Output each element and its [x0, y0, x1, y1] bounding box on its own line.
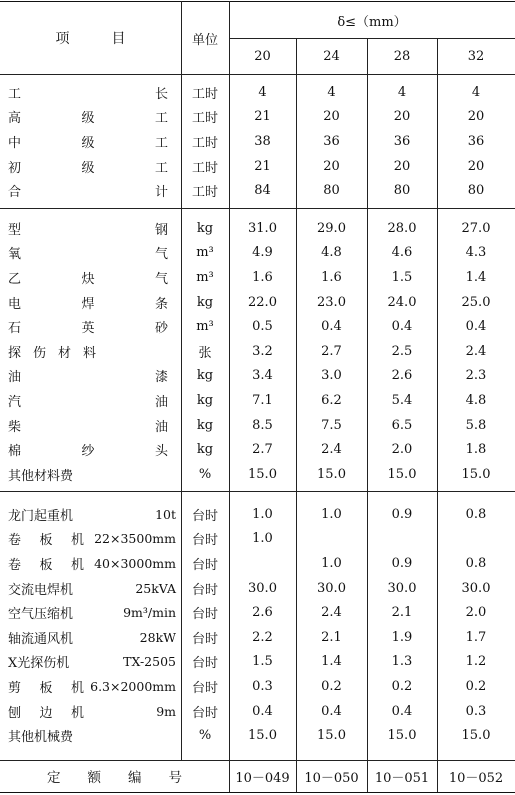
item-name [8, 241, 168, 266]
item-name [8, 80, 168, 105]
value-cell [296, 527, 367, 552]
item-name-char: 工 [154, 160, 168, 176]
item-name-char: 头 [154, 444, 168, 460]
value-cell: 4.8 [465, 392, 487, 408]
value-cell: 36 [393, 133, 411, 149]
value-cell: 30.0 [317, 580, 346, 596]
item-name-char: 电 [8, 296, 22, 312]
spec-cell: 9m³/min [123, 605, 176, 621]
item-name: 其他机械费 [8, 730, 74, 746]
value-cell: 0.2 [391, 678, 413, 694]
column-divider [181, 1, 182, 760]
value-cell: 3.0 [321, 368, 342, 384]
value-cell: 36 [467, 133, 485, 149]
item-name-char: 机 [70, 680, 84, 696]
value-cell: 0.5 [252, 319, 273, 335]
item-name-char: 油 [154, 419, 168, 435]
item-name [8, 216, 168, 241]
item-name-char: 中 [8, 135, 22, 151]
value-cell: 0.3 [252, 678, 273, 694]
value-cell: 36 [323, 133, 340, 149]
value-cell: 1.3 [391, 654, 413, 670]
value-cell: 38 [254, 133, 271, 149]
item-name-char: 合 [8, 185, 22, 201]
item-name-char: 油 [154, 394, 168, 410]
value-cell: 1.6 [321, 269, 342, 285]
row-divider [0, 1, 515, 2]
quota-code-label: 定 额 编 号 [47, 770, 182, 786]
value-cell: 1.5 [391, 269, 413, 285]
item-name-char: 石 [8, 321, 22, 337]
item-name-char: 柴 [8, 419, 22, 435]
value-cell: 1.4 [321, 654, 342, 670]
item-name [8, 129, 168, 154]
value-cell: 21 [254, 158, 271, 174]
value-cell: 2.3 [465, 368, 487, 384]
unit-cell: 张 [198, 345, 212, 361]
value-cell: 15.0 [387, 466, 417, 482]
unit-cell: 工时 [191, 185, 218, 201]
item-name-char: 油 [8, 370, 22, 386]
item-name-char: 工 [8, 86, 22, 102]
value-cell: 1.0 [321, 506, 342, 522]
item-name-char: 初 [8, 160, 22, 176]
value-cell: 1.8 [465, 442, 487, 458]
item-name [8, 314, 168, 339]
item-name: X光探伤机 [8, 656, 70, 672]
item-name-char: 炔 [81, 271, 95, 287]
item-name-char: 砂 [154, 321, 168, 337]
unit-cell: m³ [196, 319, 214, 335]
value-cell: 15.0 [248, 466, 277, 482]
item-name-char: 氧 [8, 247, 22, 263]
spec-cell: 6.3×2000mm [90, 678, 176, 694]
value-cell: 1.0 [252, 506, 273, 522]
value-cell: 80 [467, 183, 485, 199]
item-name [8, 388, 168, 413]
value-cell: 80 [323, 183, 340, 199]
value-cell: 2.4 [465, 343, 487, 359]
row-divider [229, 38, 515, 39]
value-cell: 4 [258, 84, 267, 100]
value-cell: 3.2 [252, 343, 273, 359]
item-name [8, 178, 168, 203]
item-name: 龙门起重机 [8, 508, 74, 524]
item-name-char: 板 [39, 533, 53, 549]
value-cell: 6.5 [391, 417, 413, 433]
value-cell: 2.4 [321, 605, 342, 621]
item-name-char: 机 [70, 705, 84, 721]
value-cell: 2.2 [252, 629, 273, 645]
item-name-char: 刨 [8, 705, 22, 721]
value-cell: 1.6 [252, 269, 273, 285]
item-name-char: 气 [154, 247, 168, 263]
unit-cell: kg [196, 442, 214, 458]
value-cell: 15.0 [317, 466, 346, 482]
column-divider [229, 1, 230, 792]
quota-code: 10－052 [448, 770, 504, 786]
value-cell: 24.0 [387, 294, 417, 310]
unit-header: 单位 [191, 32, 218, 48]
item-name-char: 工 [154, 135, 168, 151]
value-cell: 0.2 [321, 678, 342, 694]
unit-cell: 台时 [191, 680, 218, 696]
item-name [8, 437, 168, 462]
unit-cell: 台时 [191, 631, 218, 647]
value-cell: 31.0 [248, 220, 277, 236]
item-name [8, 699, 84, 724]
column-header-20: 20 [254, 48, 271, 64]
item-name [8, 339, 96, 364]
value-cell: 2.0 [465, 605, 487, 621]
value-cell: 80 [393, 183, 411, 199]
value-cell: 20 [467, 158, 485, 174]
item-name-char: 纱 [81, 444, 95, 460]
unit-cell: kg [196, 220, 214, 236]
item-name-char: 钢 [154, 222, 168, 238]
value-cell: 20 [323, 109, 340, 125]
unit-cell: 台时 [191, 705, 218, 721]
item-name-char: 型 [8, 222, 22, 238]
item-name-char: 条 [154, 296, 168, 312]
item-name-char: 工 [154, 111, 168, 127]
item-name [8, 290, 168, 315]
value-cell: 4.8 [321, 245, 342, 261]
item-name: 空气压缩机 [8, 607, 74, 623]
item-name-char: 材 [57, 345, 71, 361]
unit-cell: 工时 [191, 160, 218, 176]
unit-cell: kg [196, 392, 214, 408]
value-cell: 0.4 [391, 703, 413, 719]
unit-cell: 工时 [191, 111, 218, 127]
value-cell: 5.8 [465, 417, 487, 433]
value-cell: 0.4 [321, 319, 342, 335]
value-cell: 23.0 [317, 294, 346, 310]
value-cell: 0.9 [391, 506, 413, 522]
value-cell: 25.0 [461, 294, 491, 310]
item-name-char: 级 [81, 111, 95, 127]
value-cell: 1.4 [465, 269, 487, 285]
unit-cell: m³ [196, 269, 214, 285]
value-cell: 0.4 [391, 319, 413, 335]
column-divider [296, 38, 297, 792]
quota-code: 10－050 [304, 770, 359, 786]
value-cell: 1.2 [465, 654, 487, 670]
item-name [8, 265, 168, 290]
value-cell: 0.4 [465, 319, 487, 335]
column-header-28: 28 [393, 48, 411, 64]
spec-cell: 40×3000mm [94, 555, 176, 571]
item-name-char: 棉 [8, 444, 22, 460]
value-cell: 3.4 [252, 368, 273, 384]
item-name-char: 卷 [8, 557, 22, 573]
value-cell: 4.6 [391, 245, 413, 261]
value-cell: 2.7 [321, 343, 342, 359]
unit-cell: 台时 [191, 533, 218, 549]
value-cell: 8.5 [252, 417, 273, 433]
value-cell: 15.0 [248, 728, 277, 744]
value-cell: 2.0 [391, 442, 413, 458]
item-name-char: 板 [39, 680, 53, 696]
value-cell: 0.4 [321, 703, 342, 719]
value-cell: 28.0 [387, 220, 417, 236]
unit-cell: % [198, 466, 212, 482]
value-cell: 20 [467, 109, 485, 125]
value-cell: 0.3 [465, 703, 487, 719]
item-name-char: 探 [8, 345, 22, 361]
item-name: 交流电焊机 [8, 582, 74, 598]
value-cell: 30.0 [461, 580, 491, 596]
unit-cell: 工时 [191, 135, 218, 151]
column-header-24: 24 [323, 48, 340, 64]
value-cell: 2.6 [252, 605, 273, 621]
spec-cell: 22×3500mm [94, 531, 176, 547]
row-divider [0, 792, 515, 793]
value-cell: 4 [397, 84, 407, 100]
value-cell: 30.0 [387, 580, 417, 596]
value-cell: 2.1 [321, 629, 342, 645]
delta-header: δ≤（mm） [337, 14, 407, 30]
value-cell: 15.0 [387, 728, 417, 744]
value-cell: 21 [254, 109, 271, 125]
column-divider [437, 38, 438, 792]
item-name-char: 剪 [8, 680, 22, 696]
value-cell: 4.3 [465, 245, 487, 261]
item-name [8, 154, 168, 179]
unit-cell: kg [196, 417, 214, 433]
item-name-char: 高 [8, 111, 22, 127]
value-cell: 1.9 [391, 629, 413, 645]
unit-cell: m³ [196, 245, 214, 261]
value-cell: 4 [327, 84, 336, 100]
unit-cell: 工时 [191, 86, 218, 102]
item-header: 项 目 [55, 31, 126, 47]
value-cell: 0.9 [391, 555, 413, 571]
value-cell: 20 [323, 158, 340, 174]
item-name [8, 105, 168, 130]
value-cell: 2.1 [391, 605, 413, 621]
value-cell: 1.5 [252, 654, 273, 670]
spec-cell: 25kVA [135, 580, 176, 596]
column-divider [367, 38, 368, 792]
unit-cell: kg [196, 294, 214, 310]
value-cell: 6.2 [321, 392, 342, 408]
value-cell: 22.0 [248, 294, 277, 310]
value-cell: 0.2 [465, 678, 487, 694]
value-cell: 1.7 [465, 629, 487, 645]
value-cell: 5.4 [391, 392, 413, 408]
value-cell: 30.0 [248, 580, 277, 596]
value-cell: 20 [393, 158, 411, 174]
value-cell: 0.8 [465, 555, 487, 571]
value-cell [437, 527, 515, 552]
item-name-char: 板 [39, 557, 53, 573]
unit-cell: 台时 [191, 656, 218, 672]
value-cell [229, 551, 296, 576]
value-cell: 20 [393, 109, 411, 125]
value-cell: 29.0 [317, 220, 346, 236]
item-name [8, 674, 84, 699]
item-name-char: 卷 [8, 533, 22, 549]
item-name-char: 级 [81, 135, 95, 151]
value-cell: 15.0 [317, 728, 346, 744]
value-cell: 0.4 [252, 703, 273, 719]
value-cell: 27.0 [461, 220, 491, 236]
value-cell: 2.5 [391, 343, 413, 359]
column-header-32: 32 [467, 48, 485, 64]
unit-cell: 台时 [191, 557, 218, 573]
item-name-char: 级 [81, 160, 95, 176]
spec-cell: 28kW [139, 629, 176, 645]
item-name: 其他材料费 [8, 468, 74, 484]
value-cell: 4 [471, 84, 481, 100]
spec-cell: TX-2505 [123, 654, 176, 670]
value-cell: 7.1 [252, 392, 273, 408]
item-name-char: 乙 [8, 271, 22, 287]
value-cell: 1.0 [321, 555, 342, 571]
value-cell [367, 527, 437, 552]
unit-cell: % [198, 728, 212, 744]
quota-code: 10－051 [374, 770, 430, 786]
item-name [8, 364, 168, 389]
item-name [8, 551, 84, 576]
item-name-char: 长 [154, 86, 168, 102]
quota-code: 10－049 [235, 770, 290, 786]
unit-cell: 台时 [191, 508, 218, 524]
unit-cell: 台时 [191, 582, 218, 598]
item-name-char: 汽 [8, 394, 22, 410]
item-name-char: 边 [39, 705, 53, 721]
value-cell: 1.0 [252, 531, 273, 547]
value-cell: 15.0 [461, 466, 491, 482]
spec-cell: 9m [156, 703, 176, 719]
item-name-char: 英 [81, 321, 95, 337]
item-name [8, 413, 168, 438]
item-name-char: 伤 [32, 345, 46, 361]
value-cell: 4.9 [252, 245, 273, 261]
unit-cell: kg [196, 368, 214, 384]
item-name: 轴流通风机 [8, 631, 74, 647]
item-name-char: 漆 [154, 370, 168, 386]
item-name-char: 料 [82, 345, 96, 361]
value-cell: 7.5 [321, 417, 342, 433]
item-name-char: 机 [70, 533, 84, 549]
item-name-char: 气 [154, 271, 168, 287]
value-cell: 2.7 [252, 442, 273, 458]
value-cell: 15.0 [461, 728, 491, 744]
value-cell: 0.8 [465, 506, 487, 522]
spec-cell: 10t [155, 506, 176, 522]
unit-cell: 台时 [191, 607, 218, 623]
value-cell: 2.6 [391, 368, 413, 384]
value-cell: 84 [254, 183, 271, 199]
item-name-char: 焊 [81, 296, 95, 312]
item-name [8, 527, 84, 552]
item-name-char: 机 [70, 557, 84, 573]
item-name-char: 计 [154, 185, 168, 201]
value-cell: 2.4 [321, 442, 342, 458]
